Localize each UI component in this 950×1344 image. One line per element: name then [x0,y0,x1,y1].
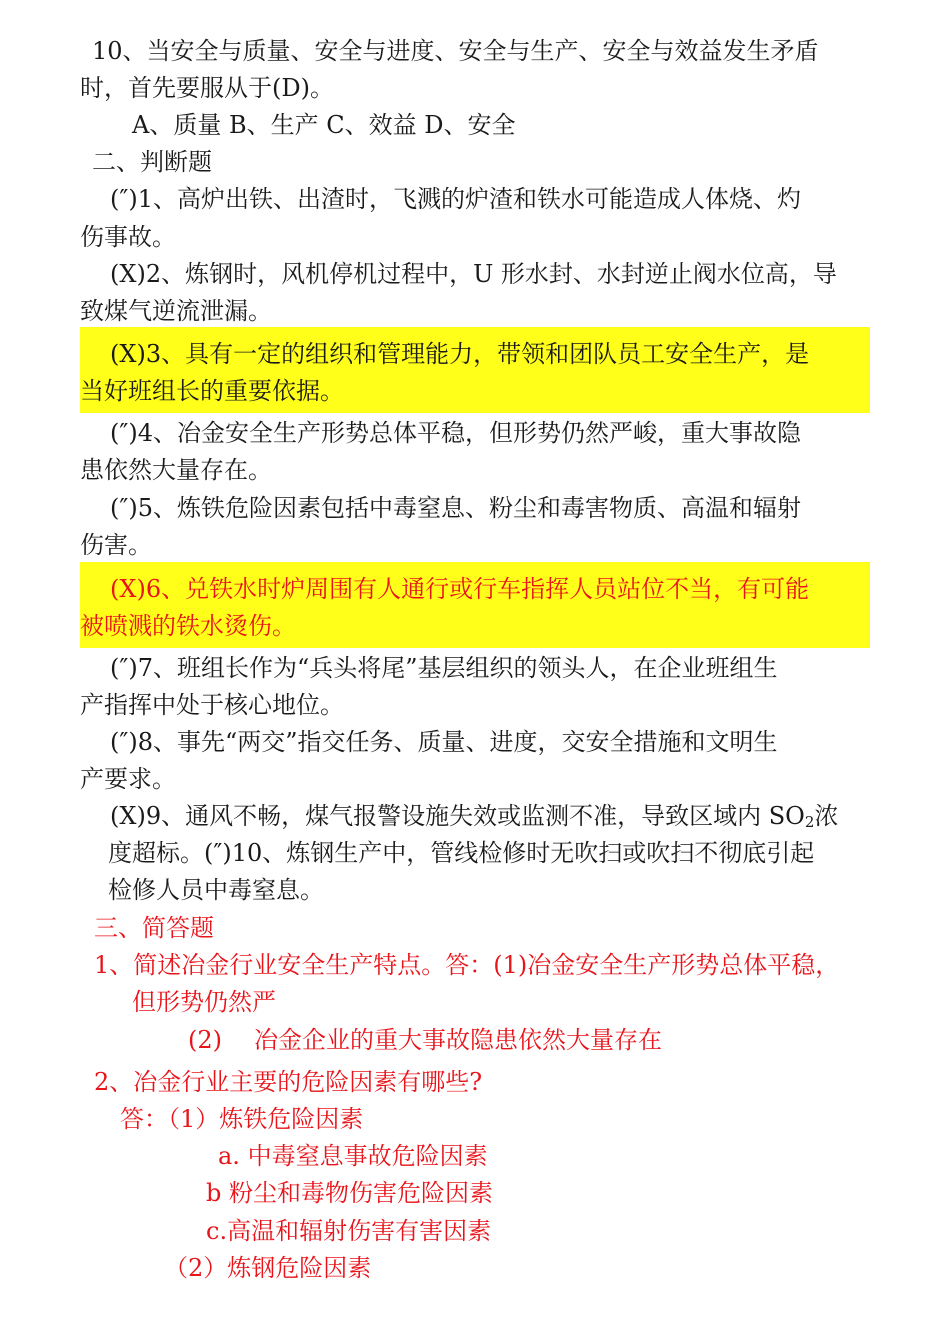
judgement-1-line2: 伤事故。 [80,223,176,251]
answer-1-line2: 但形势仍然严 [132,988,276,1016]
q10-line1: 10、当安全与质量、安全与进度、安全与生产、安全与效益发生矛盾 [92,37,819,65]
judgement-7-line2: 产指挥中处于核心地位。 [80,691,344,719]
answer-1-point2-text: 冶金企业的重大事故隐患依然大量存在 [254,1026,662,1054]
judgement-8-line2: 产要求。 [80,765,176,793]
judgement-5-line2: 伤害。 [80,531,152,559]
judgement-4-line2: 患依然大量存在。 [80,456,272,484]
answer-2-item-b: b 粉尘和毒物伤害危险因素 [206,1179,493,1207]
answer-1-line1: 1、简述冶金行业安全生产特点。答：(1)冶金安全生产形势总体平稳， [94,951,840,979]
answer-2-item-a: a. 中毒窒息事故危险因素 [218,1142,488,1170]
judgement-2-line2: 致煤气逆流泄漏。 [80,297,272,325]
q10-options: A、质量 B、生产 C、效益 D、安全 [132,111,516,139]
judgement-5-line1: (″)5、炼铁危险因素包括中毒窒息、粉尘和毒害物质、高温和辐射 [110,494,801,522]
answer-2-part2: （2）炼钢危险因素 [164,1254,372,1282]
question-2: 2、冶金行业主要的危险因素有哪些? [94,1068,483,1096]
judgement-10-line2: 检修人员中毒窒息。 [108,876,324,904]
so2-subscript: 2 [804,813,815,831]
judgement-9-line1 [110,798,838,834]
judgement-9-text-end: 浓 [814,802,839,830]
judgement-2-line1: (X)2、炼钢时，风机停机过程中，U 形水封、水封逆止阀水位高，导 [110,260,837,288]
judgement-9-text: (X)9、通风不畅，煤气报警设施失效或监测不准，导致区域内 SO [110,802,805,830]
judgement-3-line2: 当好班组长的重要依据。 [80,377,344,405]
judgement-6-line2: 被喷溅的铁水烫伤。 [80,612,296,640]
q10-line2: 时，首先要服从于(D)。 [80,74,334,102]
judgement-4-line1: (″)4、冶金安全生产形势总体平稳，但形势仍然严峻，重大事故隐 [110,419,801,447]
judgement-1-line1: (″)1、高炉出铁、出渣时，飞溅的炉渣和铁水可能造成人体烧、灼 [110,185,801,213]
answer-2-item-c: c.高温和辐射伤害有害因素 [206,1217,492,1245]
answer-1-point2-number: (2) [188,1026,222,1054]
section-title-judgement: 二、判断题 [92,148,212,176]
judgement-3-line1: (X)3、具有一定的组织和管理能力，带领和团队员工安全生产，是 [110,340,810,368]
answer-2-line1: 答：（1）炼铁危险因素 [120,1105,364,1133]
judgement-8-line1: (″)8、事先“两交”指交任务、质量、进度，交安全措施和文明生 [110,728,778,756]
section-title-short-answer: 三、简答题 [94,914,214,942]
judgement-7-line1: (″)7、班组长作为“兵头将尾”基层组织的领头人，在企业班组生 [110,654,778,682]
judgement-9-line2: 度超标。(″)10、炼钢生产中，管线检修时无吹扫或吹扫不彻底引起 [108,839,815,867]
judgement-6-line1: (X)6、兑铁水时炉周围有人通行或行车指挥人员站位不当，有可能 [110,575,810,603]
